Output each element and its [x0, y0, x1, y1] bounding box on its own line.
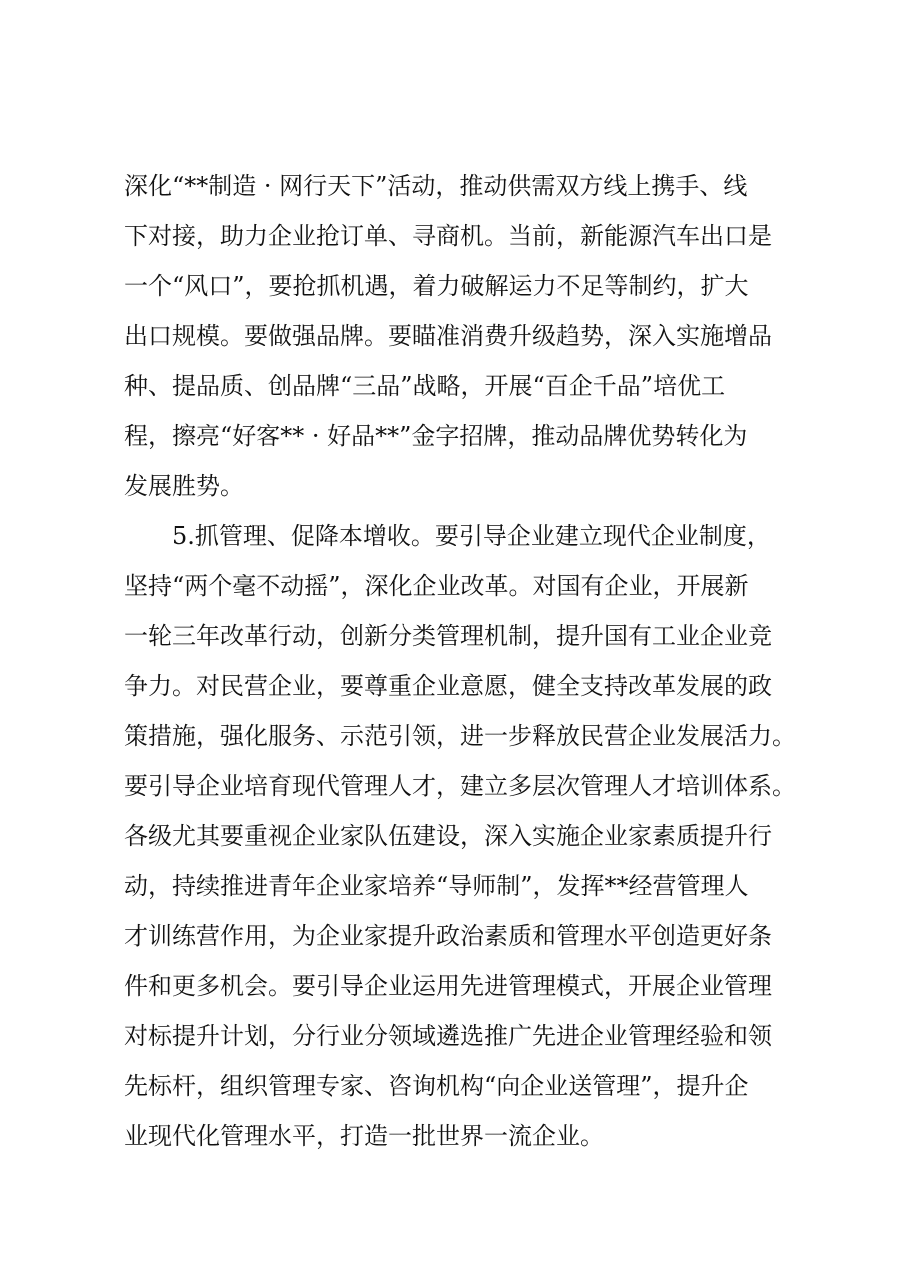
paragraph-heading: 5.抓管理、促降本增收。要引导企业建立现代企业制度， [172, 522, 771, 550]
text-line: 坚持“两个毫不动摇”，深化企业改革。对国有企业，开展新 [124, 572, 749, 600]
text-line: 种、提品质、创品牌“三品”战略，开展“百企千品”培优工 [124, 372, 726, 400]
text-line: 策措施，强化服务、示范引领，进一步释放民营企业发展活力。 [124, 722, 796, 750]
text-line: 一个“风口”，要抢抓机遇，着力破解运力不足等制约，扩大 [124, 272, 749, 300]
text-line: 对标提升计划，分行业分领域遴选推广先进企业管理经验和领 [124, 1022, 772, 1050]
text-line: 下对接，助力企业抢订单、寻商机。当前，新能源汽车出口是 [124, 222, 772, 250]
text-line: 件和更多机会。要引导企业运用先进管理模式，开展企业管理 [124, 972, 772, 1000]
text-line: 各级尤其要重视企业家队伍建设，深入实施企业家素质提升行 [124, 822, 772, 850]
text-line: 程，擦亮“好客** · 好品**”金字招牌，推动品牌优势转化为 [124, 422, 748, 450]
text-line: 出口规模。要做强品牌。要瞄准消费升级趋势，深入实施增品 [124, 322, 772, 350]
text-line: 要引导企业培育现代管理人才，建立多层次管理人才培训体系。 [124, 772, 796, 800]
text-line: 发展胜势。 [124, 472, 244, 500]
text-line: 争力。对民营企业，要尊重企业意愿，健全支持改革发展的政 [124, 672, 772, 700]
text-line: 才训练营作用，为企业家提升政治素质和管理水平创造更好条 [124, 922, 772, 950]
text-line: 先标杆，组织管理专家、咨询机构“向企业送管理”，提升企 [124, 1072, 749, 1100]
text-line: 深化“**制造 · 网行天下”活动，推动供需双方线上携手、线 [124, 172, 748, 200]
text-line: 动，持续推进青年企业家培养“导师制”，发挥**经营管理人 [124, 872, 749, 900]
text-line: 一轮三年改革行动，创新分类管理机制，提升国有工业企业竞 [124, 622, 772, 650]
text-line: 业现代化管理水平，打造一批世界一流企业。 [124, 1122, 604, 1150]
